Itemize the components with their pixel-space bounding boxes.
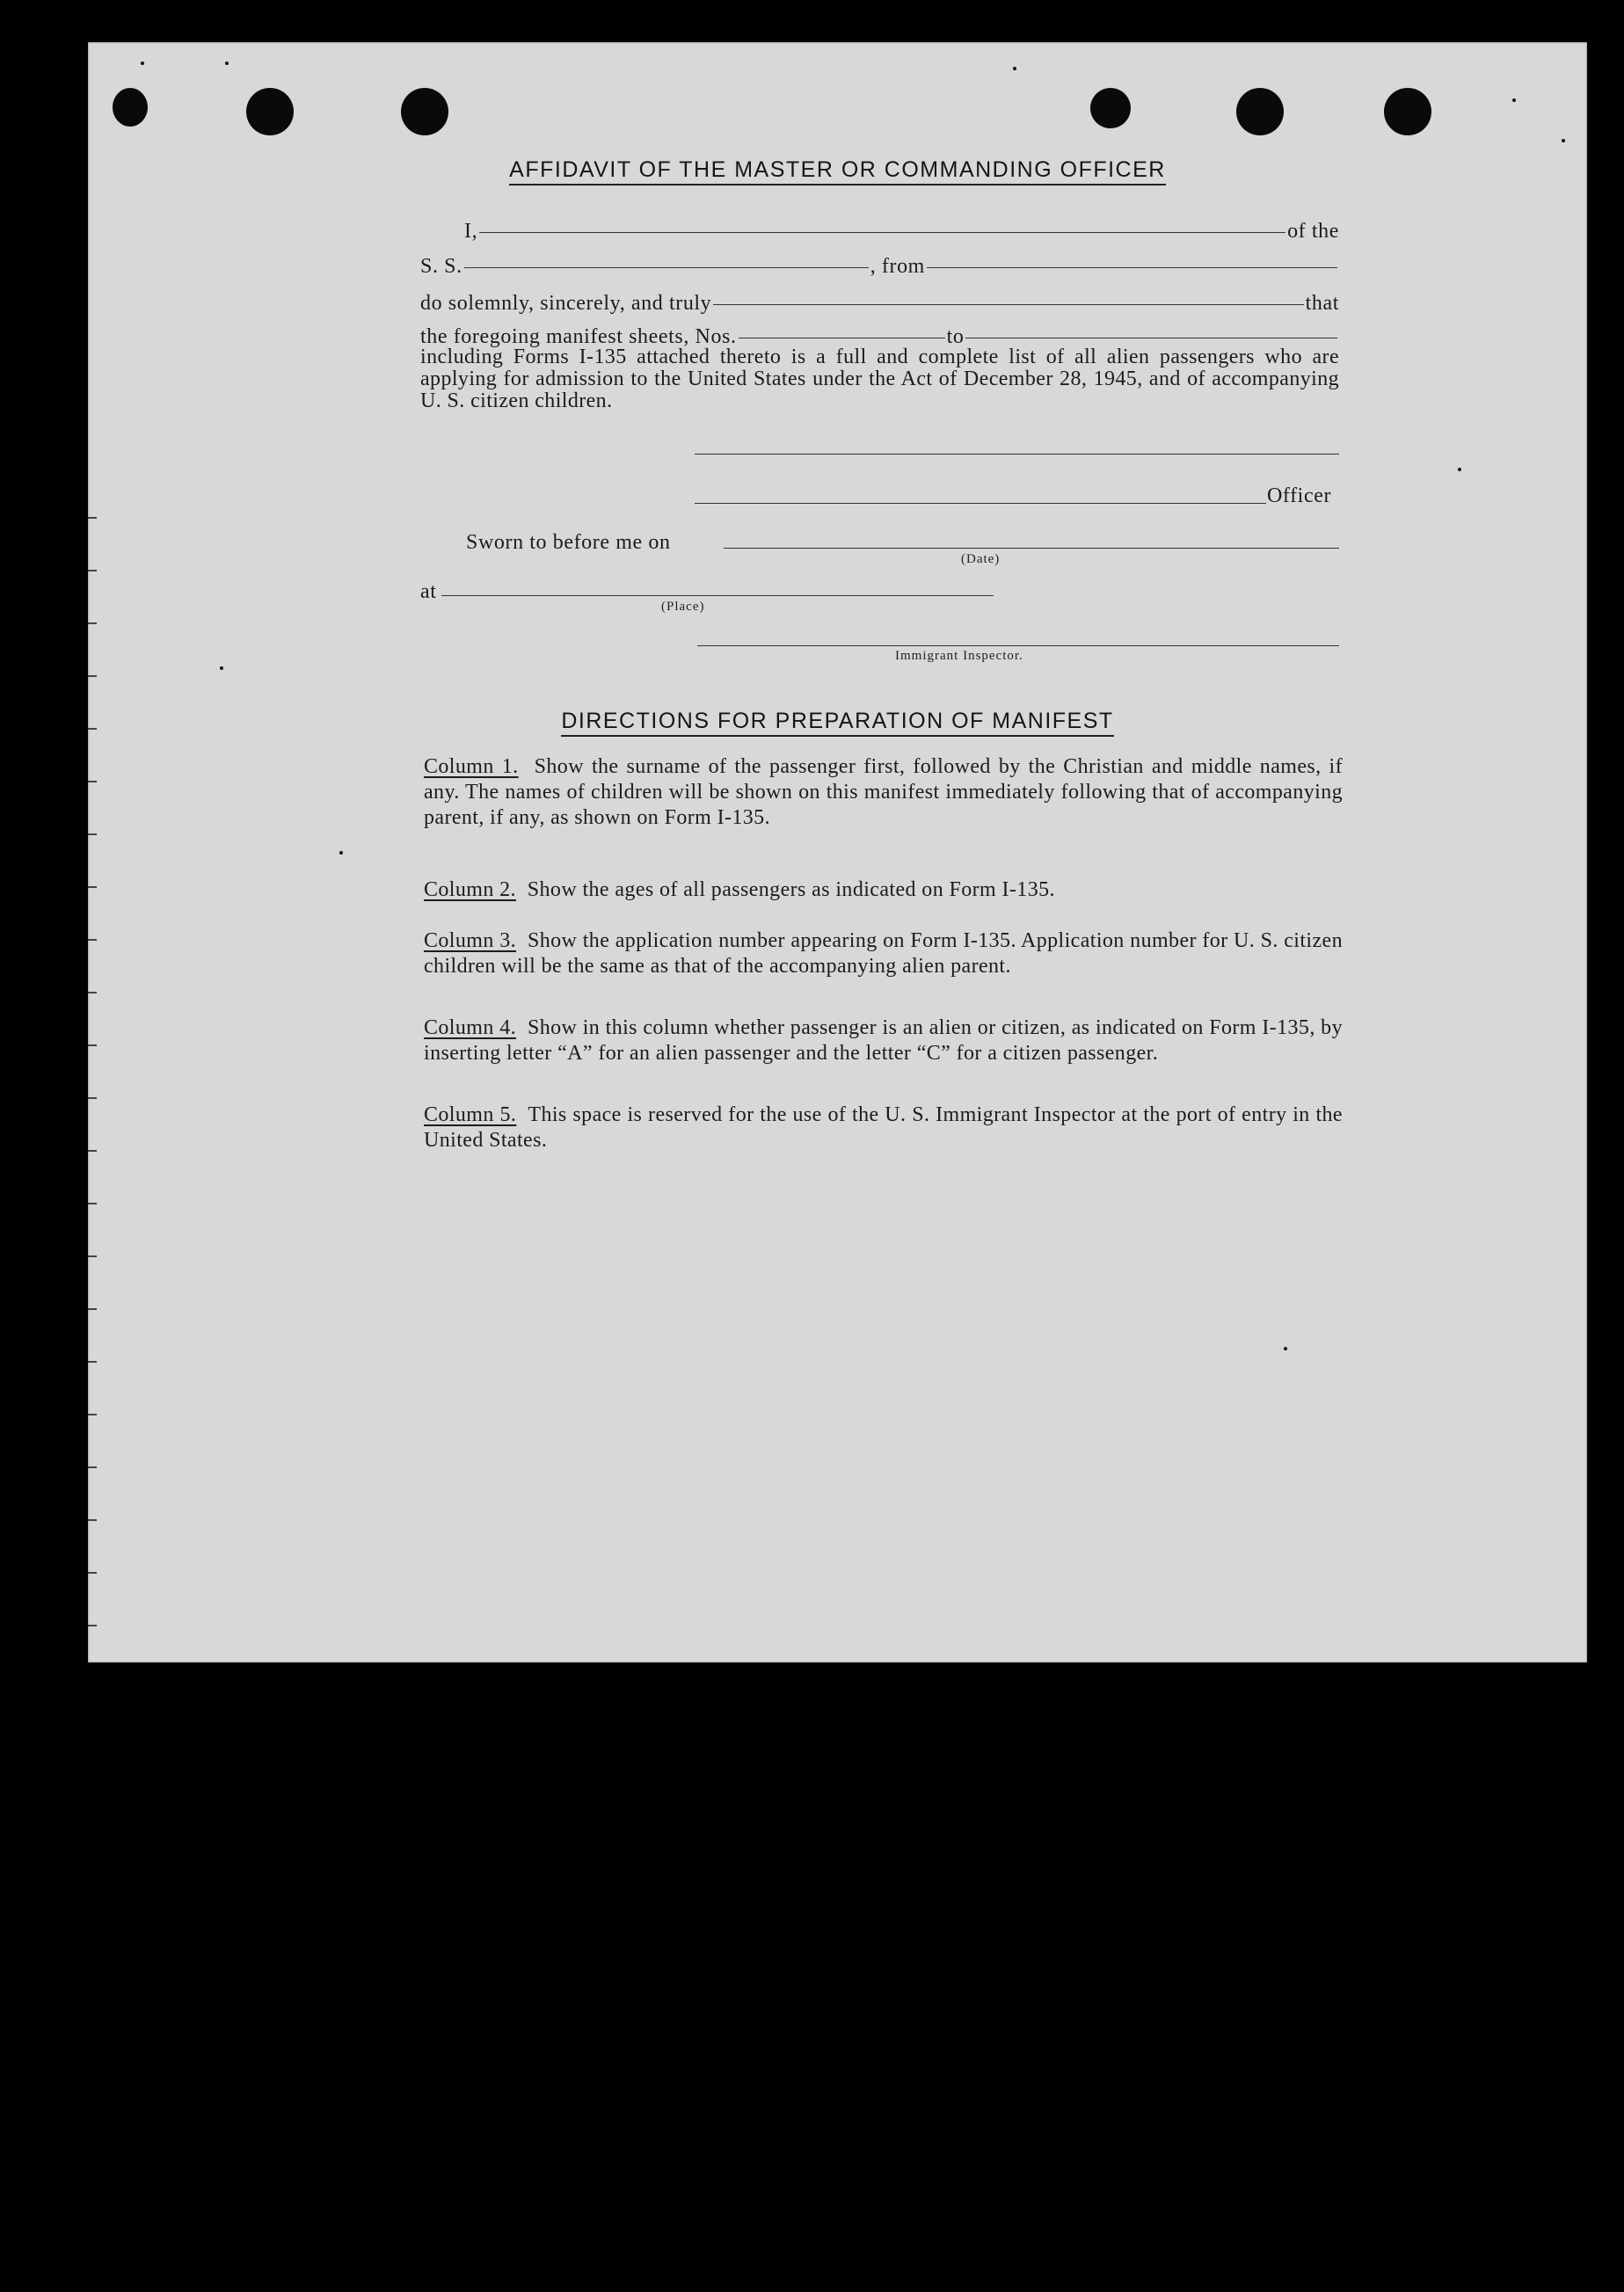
officer-label: Officer bbox=[1267, 484, 1332, 507]
column-label: Column 5. bbox=[424, 1103, 517, 1126]
direction-item bbox=[424, 1102, 1343, 1153]
page-edge-marks bbox=[88, 42, 98, 1663]
column-label: Column 1. bbox=[424, 755, 519, 778]
label-from: , from bbox=[870, 255, 925, 278]
punch-hole bbox=[401, 88, 448, 135]
direction-item bbox=[424, 1015, 1343, 1066]
column-label: Column 4. bbox=[424, 1016, 517, 1039]
column-label: Column 2. bbox=[424, 878, 516, 901]
date-caption: (Date) bbox=[961, 552, 1001, 566]
inspector-signature-line[interactable] bbox=[697, 645, 1339, 646]
affidavit-title: AFFIDAVIT OF THE MASTER OR COMMANDING OFFICER bbox=[88, 157, 1587, 183]
blank-ship-name[interactable] bbox=[464, 267, 869, 268]
at-label: at bbox=[420, 580, 437, 603]
place-caption: (Place) bbox=[661, 600, 705, 614]
label-sheets-nos: the foregoing manifest sheets, Nos. bbox=[420, 325, 737, 348]
direction-item bbox=[424, 754, 1343, 831]
affidavit-line-name bbox=[420, 218, 1339, 244]
speck bbox=[1458, 468, 1461, 471]
direction-text: This space is reserved for the use of the U. S. Immigrant Inspector at the port of entry in the United States. bbox=[424, 1103, 1343, 1152]
column-label: Column 3. bbox=[424, 929, 517, 952]
label-i: I, bbox=[464, 220, 478, 243]
direction-text: Show the surname of the passenger first, followed by the Christian and middle names, if any. The names of children will be shown on this manifest immediately following that of accompanying parent, if any, as shown on Form I-135. bbox=[424, 755, 1343, 829]
sworn-label: Sworn to before me on bbox=[466, 531, 671, 554]
punch-hole bbox=[1384, 88, 1431, 135]
speck bbox=[141, 62, 144, 65]
label-to: to bbox=[946, 325, 965, 348]
speck bbox=[1013, 67, 1016, 70]
label-that: that bbox=[1305, 292, 1339, 315]
affidavit-line-declare bbox=[420, 290, 1339, 317]
place-line[interactable] bbox=[441, 595, 994, 596]
direction-item bbox=[424, 928, 1343, 979]
document-page bbox=[88, 42, 1587, 1663]
blank-name[interactable] bbox=[479, 232, 1285, 233]
punch-hole bbox=[246, 88, 294, 135]
speck bbox=[339, 851, 343, 855]
speck bbox=[220, 666, 223, 670]
label-solemnly: do solemnly, sincerely, and truly bbox=[420, 292, 712, 315]
signature-line-officer[interactable] bbox=[695, 503, 1266, 504]
affidavit-body: including Forms I-135 attached thereto is a full and complete list of all alien passengers who are applying for admission to the United States under the Act of December 28, 1945, and of accompanying U. S. citizen children. bbox=[420, 346, 1339, 412]
affidavit-line-ship bbox=[420, 253, 1339, 280]
speck bbox=[1284, 1347, 1287, 1350]
directions-title: DIRECTIONS FOR PREPARATION OF MANIFEST bbox=[88, 709, 1587, 734]
speck bbox=[1512, 98, 1516, 102]
speck bbox=[225, 62, 229, 65]
direction-text: Show the ages of all passengers as indicated on Form I-135. bbox=[527, 878, 1055, 901]
sworn-date-line[interactable] bbox=[724, 548, 1339, 549]
blank-from-port[interactable] bbox=[927, 267, 1337, 268]
blank-declare[interactable] bbox=[713, 304, 1303, 305]
signature-line-master[interactable] bbox=[695, 454, 1339, 455]
direction-item bbox=[424, 877, 1343, 903]
punch-hole bbox=[1236, 88, 1284, 135]
punch-hole bbox=[113, 88, 148, 127]
label-of-the: of the bbox=[1287, 220, 1339, 243]
punch-hole bbox=[1090, 88, 1131, 128]
direction-text: Show in this column whether passenger is an alien or citizen, as indicated on Form I-135, by inserting letter “A” for an alien passenger and the letter “C” for a citizen passenger. bbox=[424, 1016, 1343, 1065]
label-ss: S. S. bbox=[420, 255, 462, 278]
speck bbox=[1562, 139, 1565, 142]
direction-text: Show the application number appearing on Form I-135. Application number for U. S. citizen children will be the same as that of the accompanying alien parent. bbox=[424, 929, 1343, 978]
inspector-caption: Immigrant Inspector. bbox=[895, 649, 1023, 663]
